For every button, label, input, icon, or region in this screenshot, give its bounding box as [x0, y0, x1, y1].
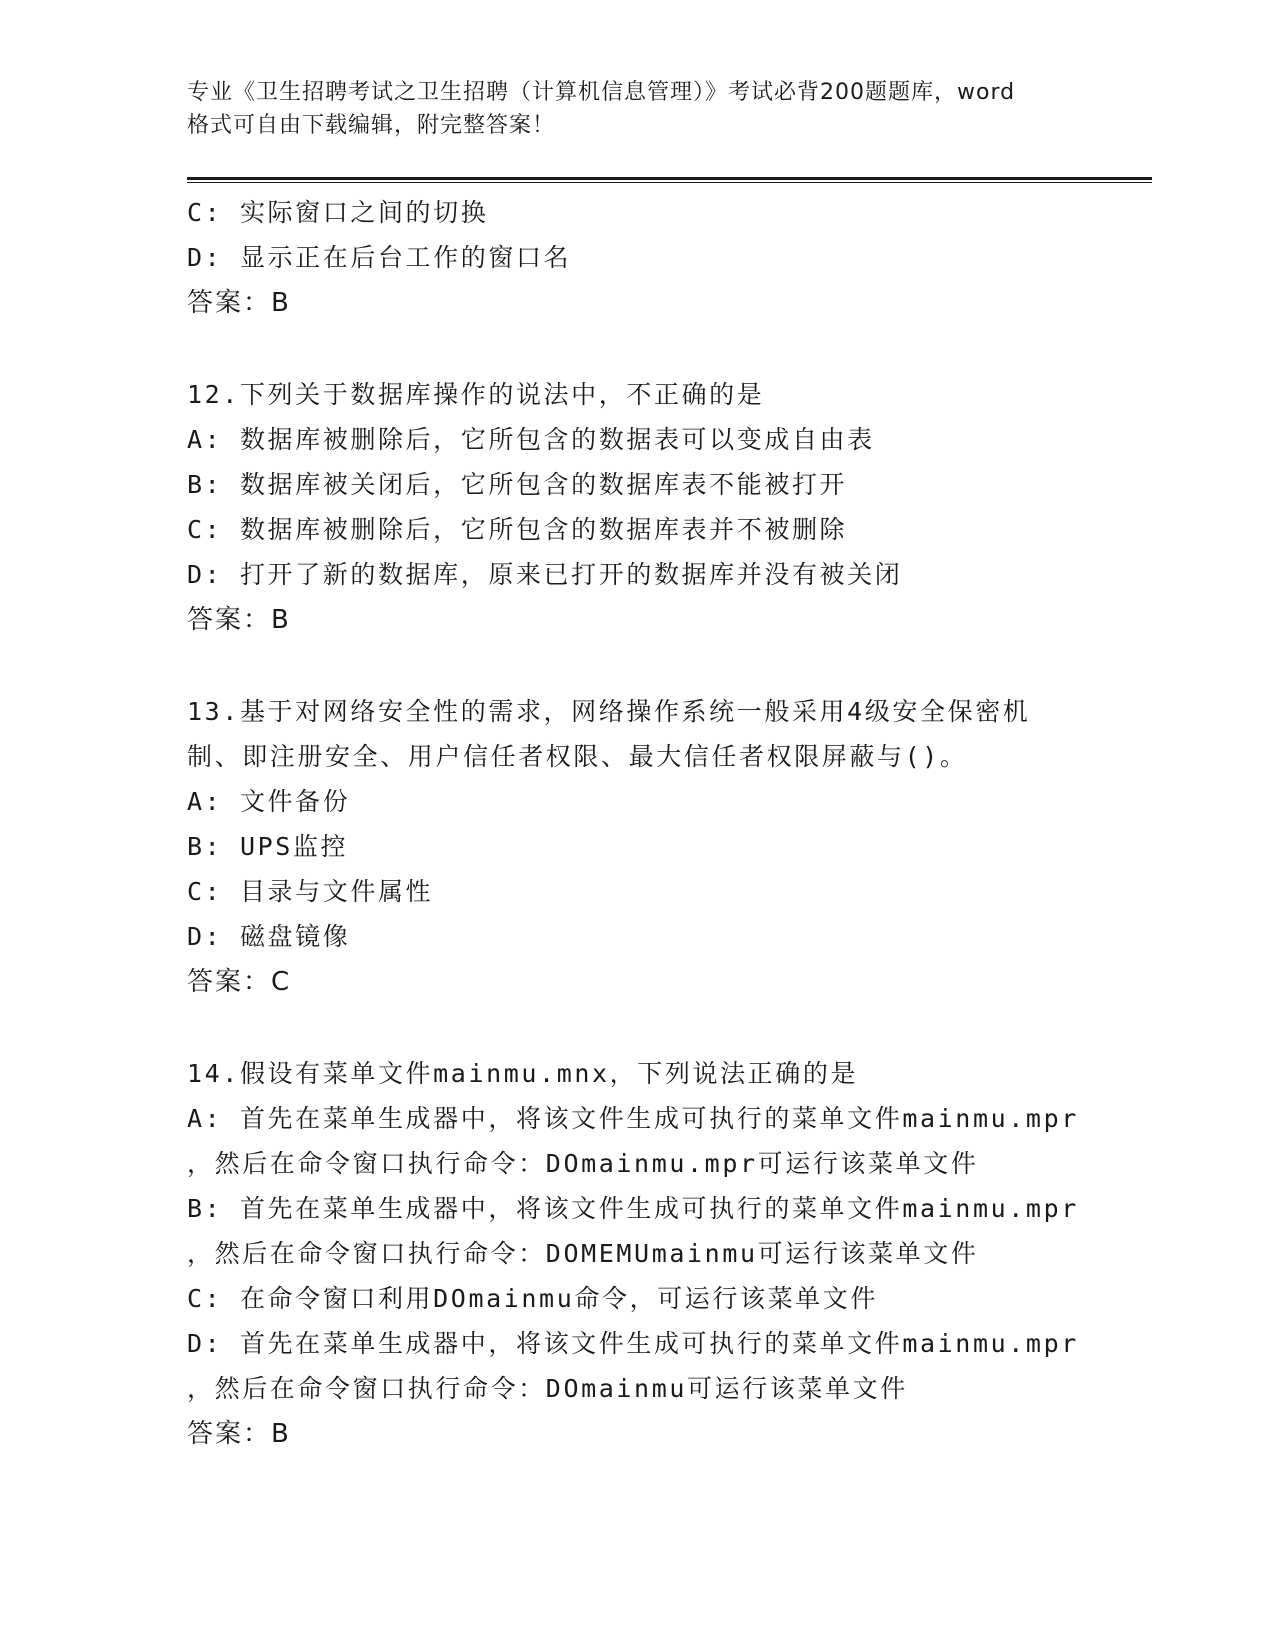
q14-question: 14.假设有菜单文件mainmu.mnx，下列说法正确的是: [187, 1059, 859, 1088]
q14-option-a-line-1: A: 首先在菜单生成器中，将该文件生成可执行的菜单文件mainmu.mpr: [187, 1104, 1079, 1133]
q14-option-d-line-2: ，然后在命令窗口执行命令：DOmainmu可运行该菜单文件: [187, 1374, 908, 1403]
header-divider-thick: [187, 177, 1152, 180]
q14-option-d-line-1: D: 首先在菜单生成器中，将该文件生成可执行的菜单文件mainmu.mpr: [187, 1329, 1079, 1358]
q14-answer: 答案：B: [187, 1419, 291, 1449]
header-line-2: 格式可自由下载编辑，附完整答案！: [187, 113, 556, 138]
document-header: [187, 76, 1107, 142]
header-divider-thin: [187, 182, 1152, 183]
q12-option-c: C: 数据库被删除后，它所包含的数据库表并不被删除: [187, 515, 848, 544]
q13-option-a: A: 文件备份: [187, 787, 351, 816]
q14-option-b-line-2: ，然后在命令窗口执行命令：DOMEMUmainmu可运行该菜单文件: [187, 1239, 979, 1268]
q12-question: 12.下列关于数据库操作的说法中，不正确的是: [187, 380, 765, 409]
header-line-1: 专业《卫生招聘考试之卫生招聘（计算机信息管理）》考试必背200题题库，word: [187, 80, 1016, 105]
q14-option-b-line-1: B: 首先在菜单生成器中，将该文件生成可执行的菜单文件mainmu.mpr: [187, 1194, 1079, 1223]
q12-answer: 答案：B: [187, 605, 291, 635]
q12-option-b: B: 数据库被关闭后，它所包含的数据库表不能被打开: [187, 470, 848, 499]
q12-option-d: D: 打开了新的数据库，原来已打开的数据库并没有被关闭: [187, 560, 903, 589]
q11-option-d: D: 显示正在后台工作的窗口名: [187, 243, 572, 272]
q13-question-line-1: 13.基于对网络安全性的需求，网络操作系统一般采用4级安全保密机: [187, 697, 1031, 726]
q12-option-a: A: 数据库被删除后，它所包含的数据表可以变成自由表: [187, 425, 875, 454]
q11-answer: 答案：B: [187, 288, 291, 318]
q13-question-line-2: 制、即注册安全、用户信任者权限、最大信任者权限屏蔽与()。: [187, 742, 968, 771]
q14-option-c: C: 在命令窗口利用DOmainmu命令，可运行该菜单文件: [187, 1284, 878, 1313]
q13-option-d: D: 磁盘镜像: [187, 922, 351, 951]
q11-option-c: C: 实际窗口之间的切换: [187, 198, 489, 227]
q14-option-a-line-2: ，然后在命令窗口执行命令：DOmainmu.mpr可运行该菜单文件: [187, 1149, 979, 1178]
q13-option-c: C: 目录与文件属性: [187, 877, 434, 906]
q13-answer: 答案：C: [187, 967, 292, 997]
q13-option-b: B: UPS监控: [187, 832, 349, 861]
